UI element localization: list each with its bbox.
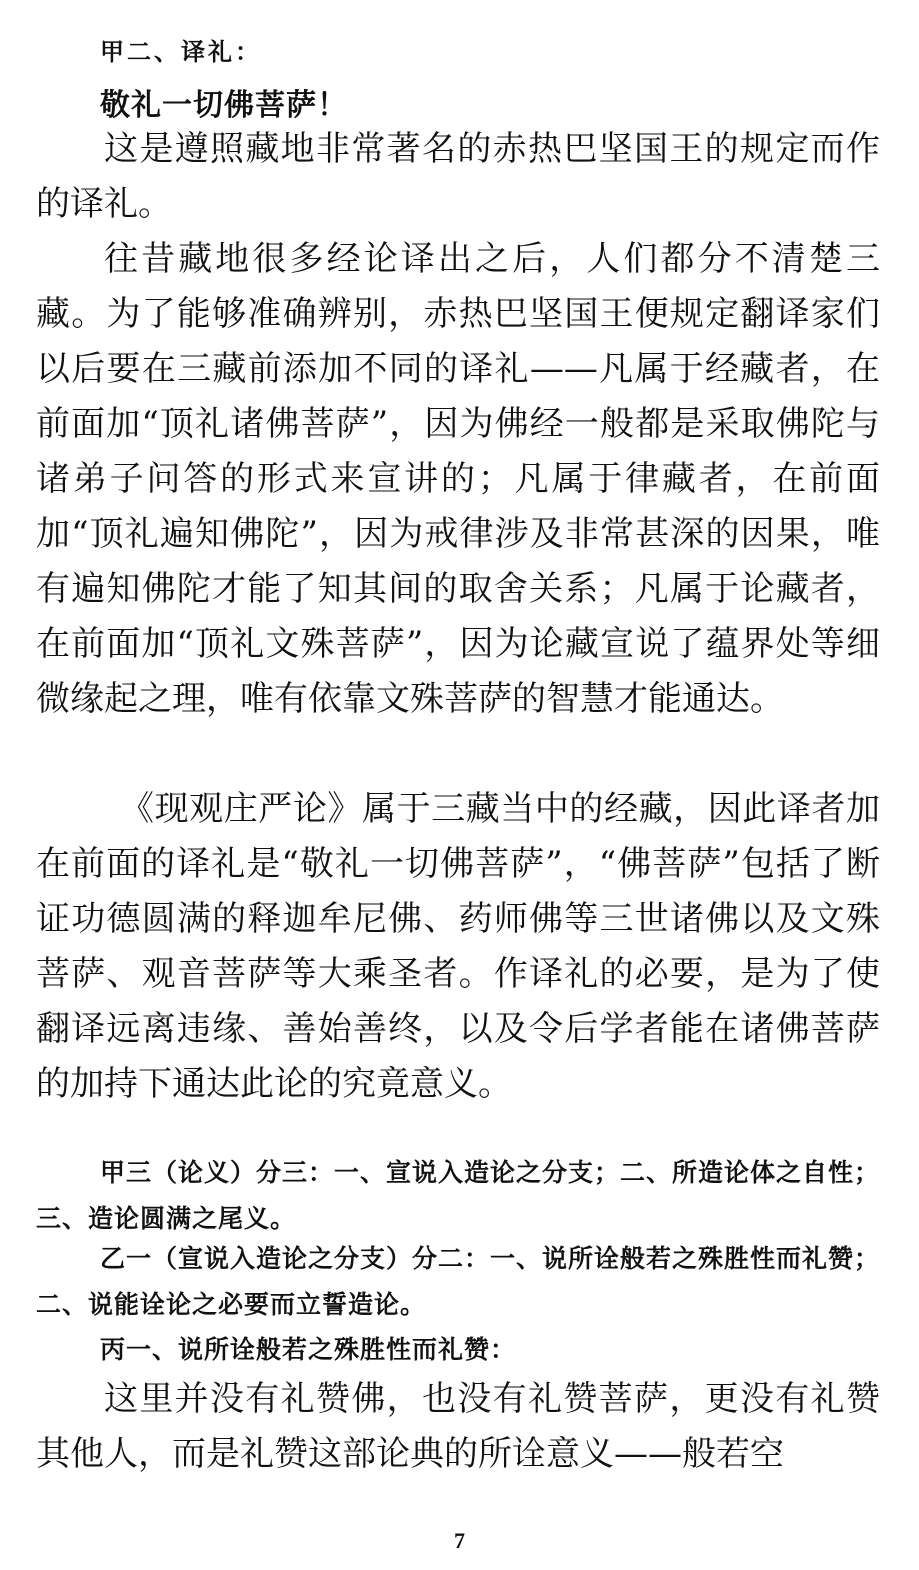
paragraph-2: 往昔藏地很多经论译出之后，人们都分不清楚三藏。为了能够准确辨别，赤热巴坚国王便规定翻译家们以后要在三藏前添加不同的译礼——凡属于经藏者，在前面加“顶礼诸佛菩萨”，因为佛经一般都是采取佛陀与诸弟子问答的形式来宣讲的；凡属于律藏者，在前面加“顶礼遍知佛陀”，因为戒律涉及非常甚深的因果，唯有遍知佛陀才能了知其间的取舍关系；凡属于论藏者，在前面加“顶礼文殊菩萨”，因为论藏宣说了蕴界处等细微缘起之理，唯有依靠文殊菩萨的智慧才能通达。 (36, 239, 880, 719)
page-number: 7 (454, 1528, 465, 1553)
paragraph-3: 《现观庄严论》属于三藏当中的经藏，因此译者加在前面的译礼是“敬礼一切佛菩萨”，“佛菩萨”包括了断证功德圆满的释迦牟尼佛、药师佛等三世诸佛以及文殊菩萨、观音菩萨等大乘圣者。作译礼的必要，是为了使翻译远离违缘、善始善终，以及令后学者能在诸佛菩萨的加持下通达此论的究竟意义。 (36, 789, 880, 1104)
heading-bing1: 丙一、说所诠般若之殊胜性而礼赞： (100, 1335, 517, 1364)
outline-yi1: 乙一（宣说入造论之分支）分二：一、说所诠般若之殊胜性而礼赞；二、说能诠论之必要而立誓造论。 (36, 1244, 881, 1319)
homage-title: 敬礼一切佛菩萨！ (100, 88, 348, 123)
paragraph-4: 这里并没有礼赞佛，也没有礼赞菩萨，更没有礼赞其他人，而是礼赞这部论典的所诠意义——般若空 (36, 1379, 880, 1474)
outline-jia3: 甲三（论义）分三：一、宣说入造论之分支；二、所造论体之自性；三、造论圆满之尾义。 (36, 1158, 881, 1233)
heading-jia2: 甲二、译礼： (100, 37, 262, 66)
paragraph-1: 这是遵照藏地非常著名的赤热巴坚国王的规定而作的译礼。 (36, 129, 880, 224)
